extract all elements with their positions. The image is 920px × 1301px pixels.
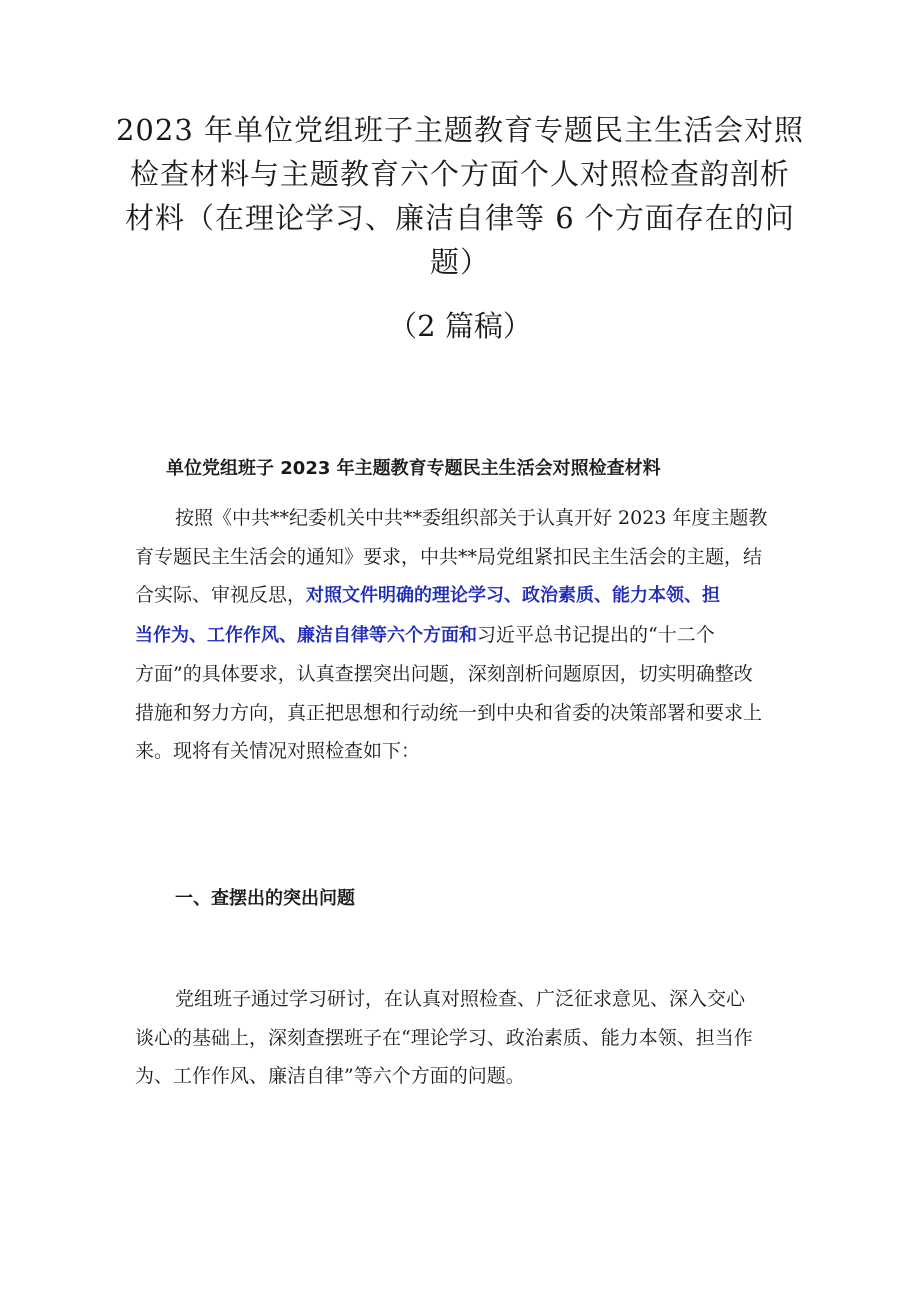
para1-line-6: 措施和努力方向，真正把思想和行动统一到中央和省委的决策部署和要求上: [135, 701, 763, 724]
para1-highlight-2: 当作为、工作作风、廉洁自律等六个方面和: [135, 624, 477, 646]
document-subtitle: （2 篇稿）: [388, 309, 532, 343]
para1-line-3-plain: 合实际、审视反思，: [135, 584, 307, 606]
paragraph-intro: [135, 499, 795, 771]
title-line-2: 检查材料与主题教育六个方面个人对照检查韵剖析: [129, 157, 790, 191]
title-line-1: 2023 年单位党组班子主题教育专题民主生活会对照: [115, 113, 805, 147]
section-title: 单位党组班子 2023 年主题教育专题民主生活会对照检查材料: [166, 458, 661, 479]
para2-line-2: 谈心的基础上，深刻查摆班子在“理论学习、政治素质、能力本领、担当作: [135, 1026, 753, 1049]
para1-highlight-1: 对照文件明确的理论学习、政治素质、能力本领、担: [306, 585, 721, 606]
para1-line-3: [135, 576, 795, 616]
para1-line-4: [135, 616, 795, 656]
para1-line-1: 按照《中共**纪委机关中共**委组织部关于认真开好 2023 年度主题教: [175, 507, 768, 529]
heading-problems: 一、查摆出的突出问题: [175, 888, 355, 909]
document-title: [100, 108, 820, 284]
para2-line-1: 党组班子通过学习研讨，在认真对照检查、广泛征求意见、深入交心: [175, 988, 746, 1010]
title-line-4: 题）: [429, 245, 490, 279]
paragraph-problems: [135, 980, 795, 1096]
para1-line-7: 来。现将有关情况对照检查如下：: [135, 740, 421, 762]
para1-line-5: 方面”的具体要求，认真查摆突出问题，深刻剖析问题原因，切实明确整改: [135, 663, 753, 685]
para1-line-2: 育专题民主生活会的通知》要求，中共**局党组紧扣民主生活会的主题，结: [135, 545, 763, 568]
title-line-3: 材料（在理论学习、廉洁自律等 6 个方面存在的问: [125, 201, 795, 235]
para2-line-3: 为、工作作风、廉洁自律”等六个方面的问题。: [135, 1065, 525, 1087]
para1-line-4-plain: 习近平总书记提出的“十二个: [477, 623, 715, 646]
